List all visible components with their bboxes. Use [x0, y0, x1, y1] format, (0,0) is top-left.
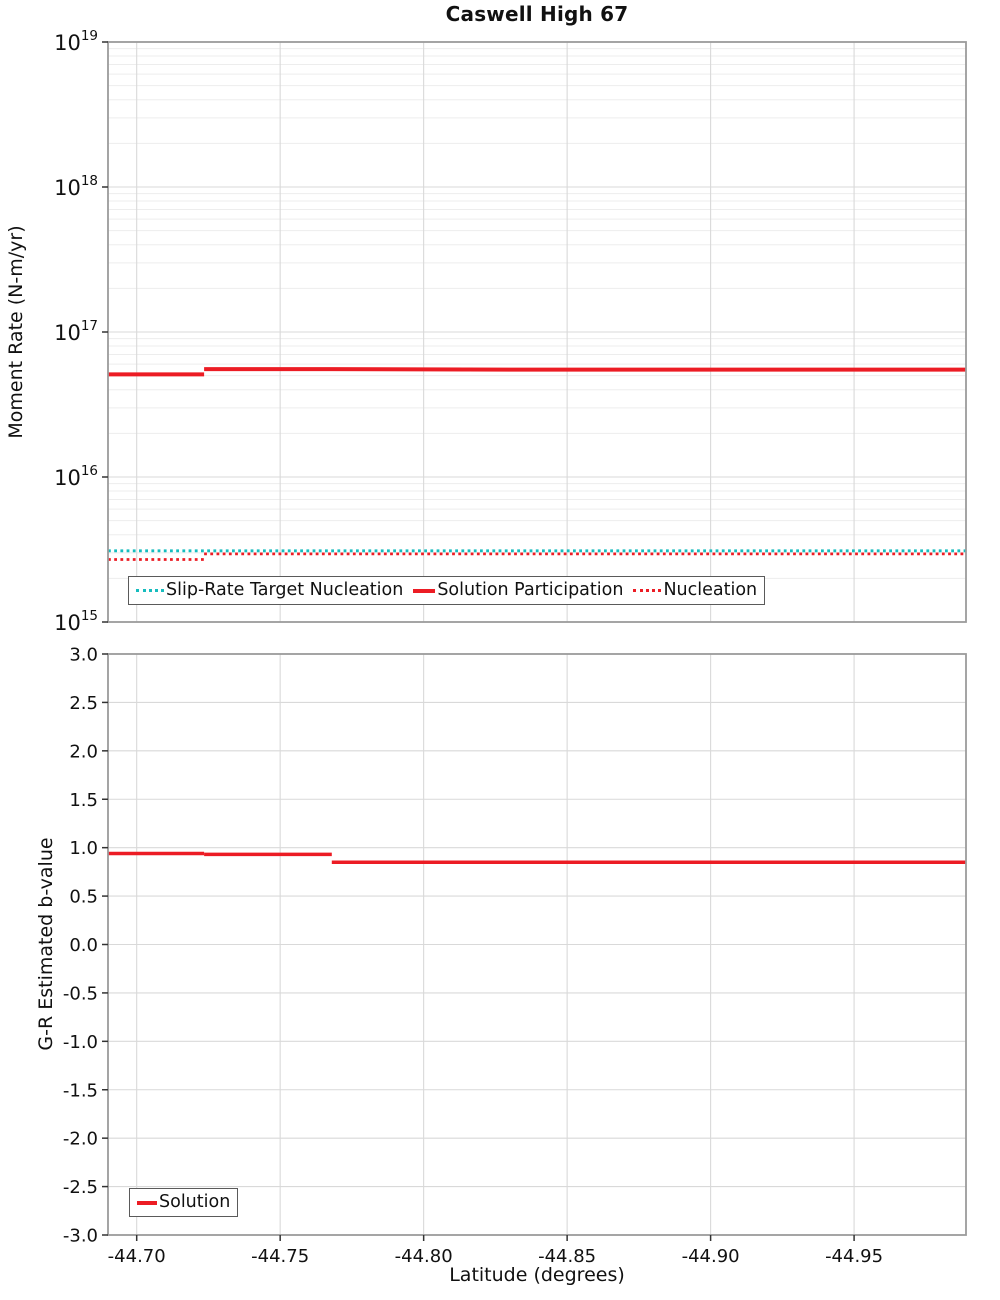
- gridlines: [108, 654, 966, 1235]
- series-solution-participation: [108, 369, 966, 374]
- legend-label: Slip-Rate Target Nucleation: [166, 580, 404, 600]
- y-tick-label: 2.0: [69, 741, 98, 763]
- solution-line-swatch: [137, 1201, 157, 1205]
- solution-participation-line-swatch: [413, 589, 435, 593]
- legend-label: Solution: [159, 1192, 231, 1212]
- y-tick-label: $10^{17}$: [54, 318, 98, 345]
- x-tick-label: -44.95: [825, 1246, 884, 1267]
- legend-item-nucleation: [633, 580, 757, 601]
- y-tick-label: -1.5: [62, 1080, 98, 1102]
- x-tick-label: -44.85: [538, 1246, 597, 1267]
- legend-item-solution-participation: [413, 580, 623, 601]
- y-tick-label: -3.0: [62, 1225, 98, 1247]
- y-tick-label: 2.5: [69, 692, 98, 714]
- legend-item-solution: [137, 1192, 230, 1213]
- y-tick-label: 3.0: [69, 644, 98, 666]
- x-tick-label: -44.70: [107, 1246, 166, 1267]
- series-nucleation: [108, 554, 966, 560]
- axis-ticks: [63, 645, 883, 1268]
- moment-rate-legend: [128, 576, 765, 605]
- gridlines: [108, 42, 966, 622]
- legend-label: Solution Participation: [437, 580, 624, 600]
- y-tick-label: -2.0: [62, 1128, 98, 1150]
- y-tick-label: $10^{15}$: [54, 608, 98, 635]
- y-tick-label: $10^{16}$: [54, 463, 98, 490]
- y-tick-label: $10^{19}$: [54, 28, 98, 55]
- plot-0: [54, 28, 966, 635]
- b-value-axis-label: G-R Estimated b-value: [35, 837, 57, 1051]
- x-tick-label: -44.80: [394, 1246, 453, 1267]
- legend-item-slip-rate-target: [136, 580, 403, 601]
- legend-label: Nucleation: [663, 580, 758, 600]
- nucleation-line-swatch: [633, 589, 661, 592]
- y-tick-label: -1.0: [62, 1031, 98, 1053]
- slip-rate-target-line-swatch: [136, 589, 164, 592]
- x-tick-label: -44.90: [681, 1246, 740, 1267]
- plot-1: [63, 645, 966, 1268]
- y-tick-label: -0.5: [62, 983, 98, 1005]
- y-tick-label: 1.5: [69, 789, 98, 811]
- x-tick-label: -44.75: [251, 1246, 310, 1267]
- moment-rate-axis-label: Moment Rate (N-m/yr): [5, 225, 27, 439]
- y-tick-label: 1.0: [69, 838, 98, 860]
- b-value-legend: [129, 1188, 238, 1217]
- y-tick-label: 0.0: [69, 935, 98, 956]
- y-tick-label: 0.5: [69, 886, 98, 908]
- y-tick-label: $10^{18}$: [54, 173, 98, 200]
- latitude-axis-label: Latitude (degrees): [449, 1264, 625, 1286]
- y-tick-label: -2.5: [62, 1177, 98, 1199]
- page-title: Caswell High 67: [445, 2, 629, 26]
- series-solution: [108, 854, 966, 863]
- axis-ticks: [54, 28, 108, 635]
